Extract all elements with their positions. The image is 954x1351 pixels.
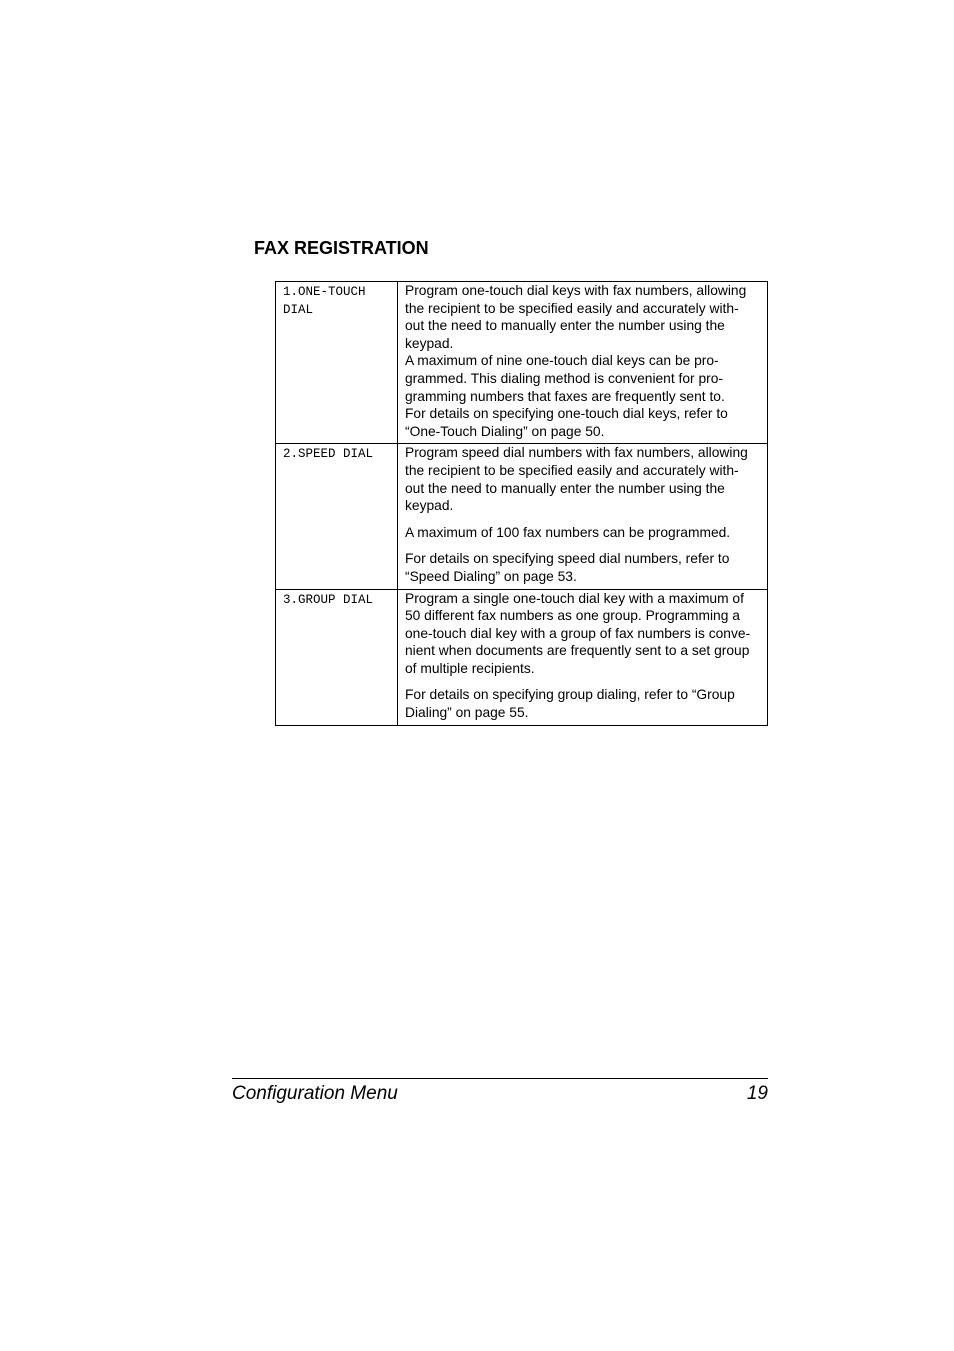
description-paragraph [405, 524, 767, 542]
description-paragraph [405, 550, 767, 585]
description-line: Dialing” on page 55. [405, 705, 529, 721]
menu-key-cell [276, 282, 398, 444]
description-line: For details on specifying speed dial numbers, refer to [405, 551, 730, 567]
menu-key-line: 1.ONE-TOUCH [283, 285, 366, 299]
table-row-one-touch-dial [276, 282, 768, 444]
menu-key-line: 2.SPEED DIAL [283, 447, 374, 462]
table-row-group-dial [276, 589, 768, 725]
description-line: keypad. [405, 498, 454, 514]
description-line: out the need to manually enter the number using the [405, 480, 725, 496]
description-line: the recipient to be specified easily and accurately with- [405, 462, 739, 478]
description-paragraph [405, 686, 767, 721]
description-line: gramming numbers that faxes are frequently sent to. [405, 388, 725, 404]
menu-key-cell [276, 444, 398, 589]
fax-registration-table [275, 281, 768, 726]
description-line: keypad. [405, 335, 454, 351]
menu-description-cell [398, 282, 768, 444]
menu-description-cell [398, 589, 768, 725]
description-line: For details on specifying one-touch dial keys, refer to [405, 406, 728, 422]
description-line: For details on specifying group dialing, refer to “Group [405, 687, 735, 703]
description-paragraph [405, 590, 767, 678]
description-line: A maximum of nine one-touch dial keys can be pro- [405, 353, 719, 369]
description-line: one-touch dial key with a group of fax numbers is conve- [405, 625, 751, 641]
description-line: 50 different fax numbers as one group. Programming a [405, 608, 740, 624]
description-paragraph [405, 444, 767, 514]
description-line: Program a single one-touch dial key with a maximum of [405, 590, 744, 606]
description-line: Program speed dial numbers with fax numbers, allowing [405, 445, 748, 461]
description-line: of multiple recipients. [405, 660, 535, 676]
description-line: grammed. This dialing method is convenient for pro- [405, 370, 723, 386]
footer-divider [232, 1078, 768, 1079]
menu-key-cell [276, 589, 398, 725]
description-line: the recipient to be specified easily and accurately with- [405, 300, 739, 316]
description-line: A maximum of 100 fax numbers can be programmed. [405, 524, 731, 540]
description-line: “Speed Dialing” on page 53. [405, 568, 577, 584]
footer-chapter-title: Configuration Menu [232, 1083, 398, 1104]
section-heading: FAX REGISTRATION [254, 238, 429, 258]
description-line: “One-Touch Dialing” on page 50. [405, 423, 605, 439]
description-line: out the need to manually enter the number using the [405, 318, 725, 334]
menu-description-cell [398, 444, 768, 589]
menu-key-line: DIAL [283, 303, 314, 317]
table-row-speed-dial [276, 444, 768, 589]
description-line: Program one-touch dial keys with fax numbers, allowing [405, 283, 747, 298]
description-line: nient when documents are frequently sent to a set group [405, 643, 750, 659]
footer-page-number: 19 [746, 1083, 768, 1104]
menu-key-line: 3.GROUP DIAL [283, 592, 374, 607]
